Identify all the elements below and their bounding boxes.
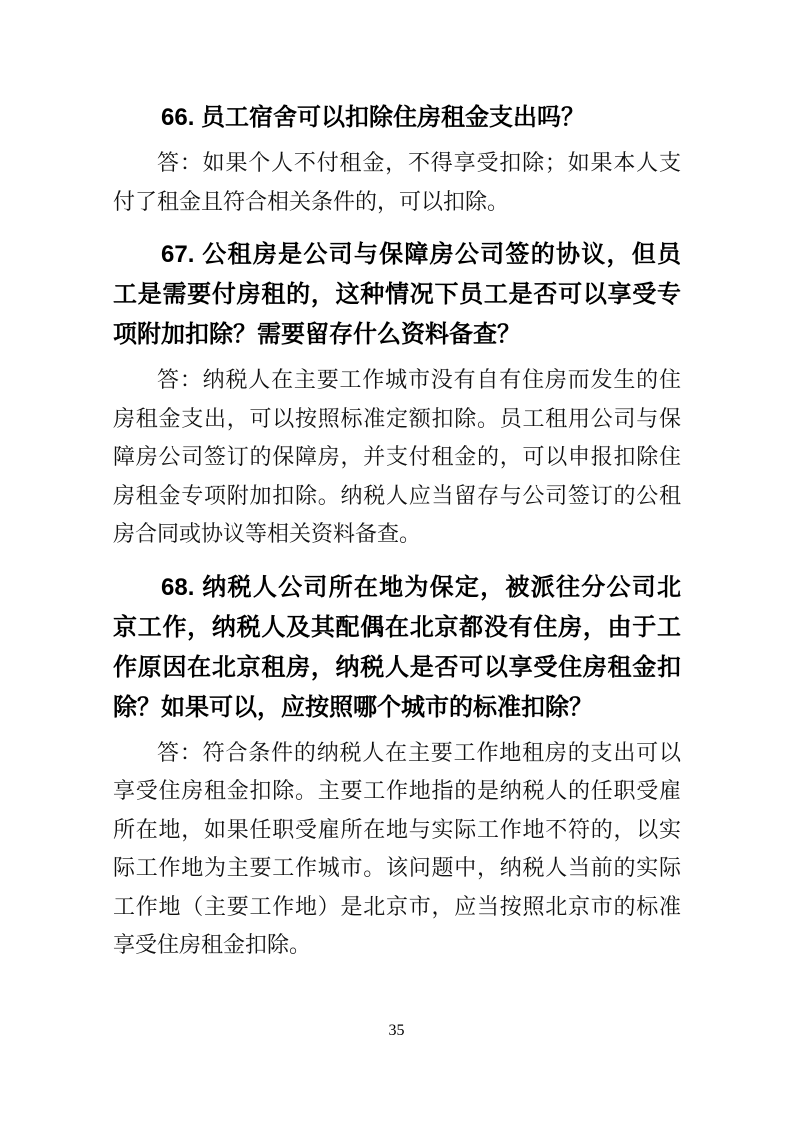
question-heading-68 [113,568,681,728]
answer-text: 符合条件的纳税人在主要工作地租房的支出可以享受住房租金扣除。主要工作地指的是纳税人的任职受雇所在地，如果任职受雇所在地与实际工作地不符的，以实际工作地为主要工作城市。该问题中，纳税人当前的实际工作地（主要工作地）是北京市，应当按照北京市的标准享受住房租金扣除。 [113,739,681,957]
answer-label: 答： [157,739,203,765]
question-number: 68. [161,573,203,601]
answer-paragraph-68 [113,734,681,965]
question-text: 公租房是公司与保障房公司签的协议，但员工是需要付房租的，这种情况下员工是否可以享受专项附加扣除？需要留存什么资料备查？ [113,241,682,348]
question-heading-66 [113,98,681,138]
question-text: 员工宿舍可以扣除住房租金支出吗？ [201,104,586,131]
answer-text: 如果个人不付租金，不得享受扣除；如果本人支付了租金且符合相关条件的，可以扣除。 [113,150,681,214]
answer-text: 纳税人在主要工作城市没有自有住房而发生的住房租金支出，可以按照标准定额扣除。员工租用公司与保障房公司签订的保障房，并支付租金的，可以申报扣除住房租金专项附加扣除。纳税人应当留存与公司签订的公租房合同或协议等相关资料备查。 [113,367,681,546]
answer-paragraph-67 [113,361,681,554]
question-number: 66. [161,104,202,131]
answer-paragraph-66 [113,144,681,221]
document-content [113,98,681,973]
question-number: 67. [161,241,203,268]
question-text: 纳税人公司所在地为保定，被派往分公司北京工作，纳税人及其配偶在北京都没有住房，由于工作原因在北京租房，纳税人是否可以享受住房租金扣除？如果可以，应按照哪个城市的标准扣除？ [113,573,682,721]
page-number: 35 [388,1022,405,1039]
answer-label: 答： [157,150,203,175]
question-heading-67 [113,235,681,355]
answer-label: 答： [157,367,203,392]
